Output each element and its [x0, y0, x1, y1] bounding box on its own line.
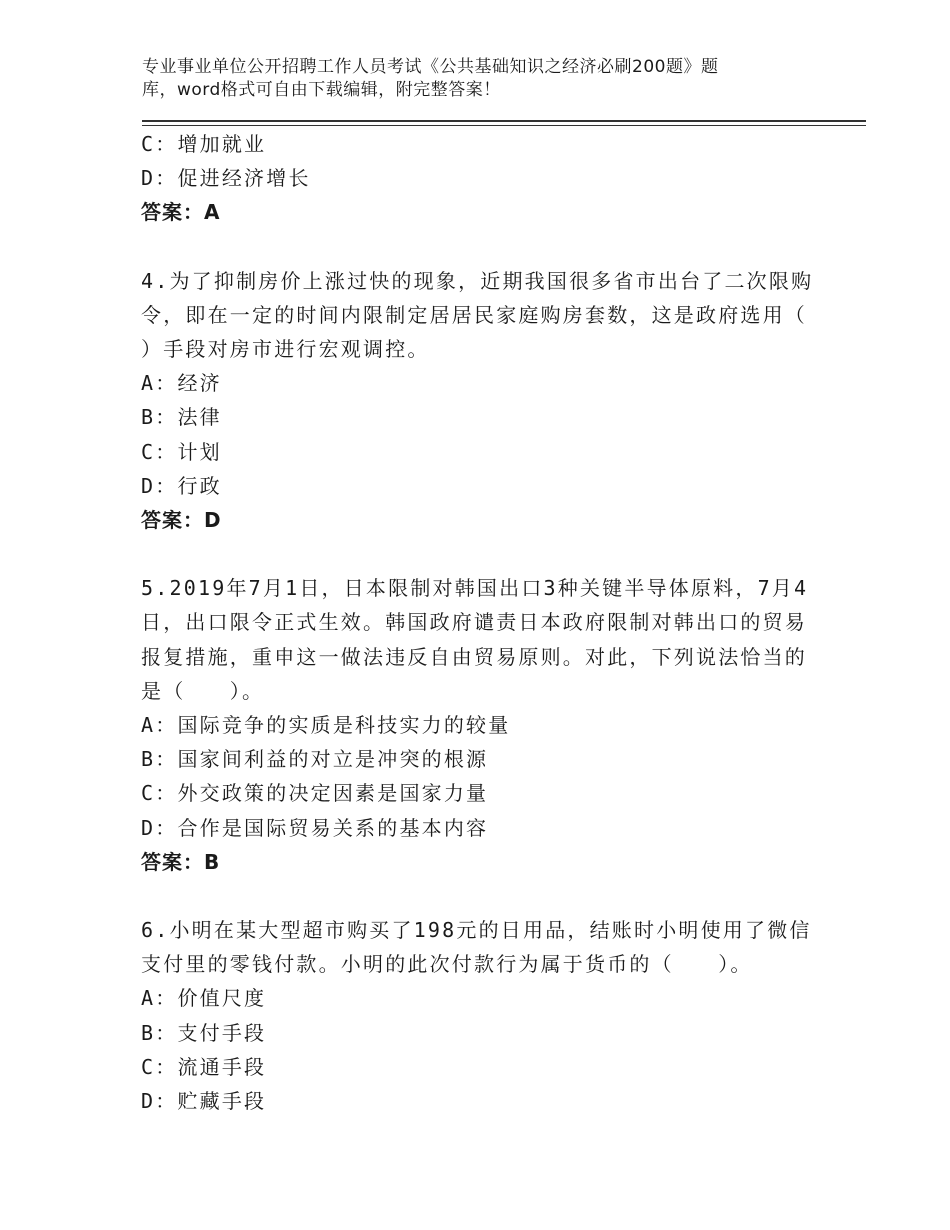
answer-line: 答案：B: [141, 849, 221, 874]
header-line-1: 专业事业单位公开招聘工作人员考试《公共基础知识之经济必刷200题》题: [142, 57, 719, 77]
spacer: [141, 230, 811, 264]
stem-line: 是（ ）。: [141, 678, 265, 703]
option-d: D：合作是国际贸易关系的基本内容: [141, 815, 489, 840]
option-c: C：外交政策的决定因素是国家力量: [141, 781, 489, 806]
stem-line: 支付里的零钱付款。小明的此次付款行为属于货币的（ ）。: [141, 952, 753, 977]
option-b: B：法律: [141, 405, 222, 430]
stem-line: 4.为了抑制房价上涨过快的现象，近期我国很多省市出台了二次限购: [141, 268, 814, 293]
header-rule-thick: [142, 120, 866, 122]
question-6: [141, 913, 811, 1118]
spacer: [141, 879, 811, 913]
question-stem: [141, 264, 814, 367]
question-5: [141, 571, 811, 879]
document-header: [142, 56, 782, 102]
question-4: [141, 264, 814, 538]
stem-line: ）手段对房市进行宏观调控。: [141, 337, 430, 362]
question-list: [141, 127, 814, 1118]
option-c: C：计划: [141, 439, 222, 464]
stem-line: 日，出口限令正式生效。韩国政府谴责日本政府限制对韩出口的贸易: [141, 610, 807, 635]
stem-line: 令，即在一定的时间内限制定居居民家庭购房套数，这是政府选用（: [141, 302, 807, 327]
question-stem: [141, 571, 811, 708]
option-a: A：国际竞争的实质是科技实力的较量: [141, 713, 511, 738]
option-a: A：经济: [141, 371, 222, 396]
stem-line: 报复措施，重申这一做法违反自由贸易原则。对此，下列说法恰当的: [141, 644, 807, 669]
spacer: [141, 537, 811, 571]
option-b: B：支付手段: [141, 1020, 267, 1045]
option-d: D：贮藏手段: [141, 1089, 267, 1114]
option-d: D：促进经济增长: [141, 166, 311, 191]
option-b: B：国家间利益的对立是冲突的根源: [141, 747, 489, 772]
header-line-2: 库，word格式可自由下载编辑，附完整答案！: [142, 80, 501, 100]
question-3-tail: [141, 127, 811, 230]
answer-line: 答案：D: [141, 508, 222, 533]
option-d: D：行政: [141, 473, 222, 498]
option-c: C：增加就业: [141, 132, 267, 156]
stem-line: 5.2019年7月1日，日本限制对韩国出口3种关键半导体原料，7月4: [141, 576, 809, 601]
option-c: C：流通手段: [141, 1054, 267, 1079]
option-a: A：价值尺度: [141, 986, 267, 1011]
stem-line: 6.小明在某大型超市购买了198元的日用品，结账时小明使用了微信: [141, 918, 812, 943]
question-stem: [141, 913, 811, 981]
header-rule-thin: [142, 125, 866, 126]
answer-line: 答案：A: [141, 200, 221, 225]
